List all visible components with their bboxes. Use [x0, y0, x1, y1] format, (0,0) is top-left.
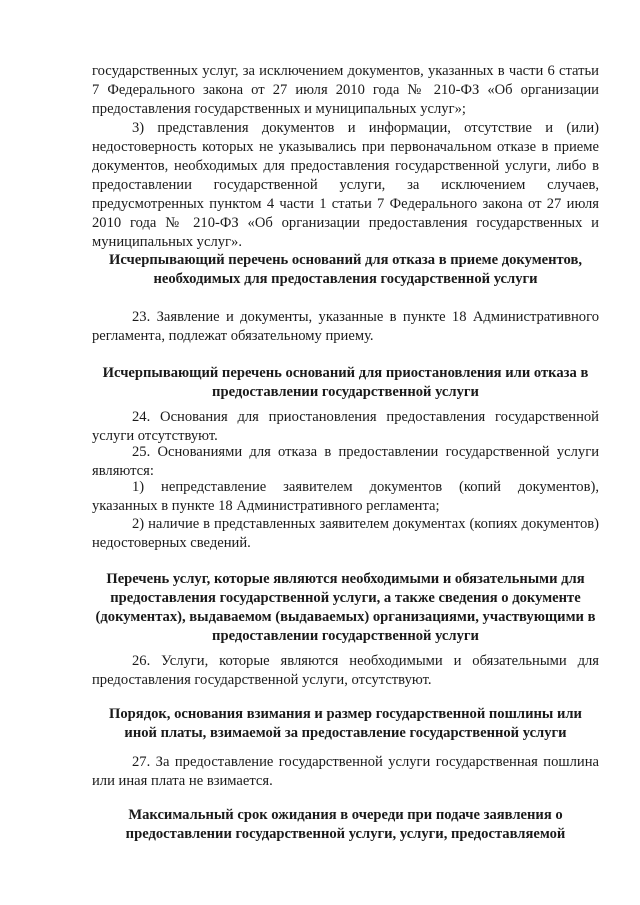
paragraph-text: государственных услуг, за исключением документов, указанных в части 6 статьи 7 Федерального закона от 27 июля 2010 года № 210-ФЗ «Об организации предоставления государственных и муниципальных услуг»;	[92, 63, 599, 117]
section-heading-required-services: Перечень услуг, которые являются необходимыми и обязательными для предоставления государственной услуги, а также сведения о документе (документах), выдаваемом (выдаваемых) организациями, участвующими в предоставлении государственной услуги	[95, 571, 596, 644]
section-heading-fees: Порядок, основания взимания и размер государственной пошлины или иной платы, взимаемой за предоставление государственной услуги	[109, 706, 582, 741]
section-heading-queue-time: Максимальный срок ожидания в очереди при подаче заявления о предоставлении государственной услуги, услуги, предоставляемой	[125, 807, 566, 842]
paragraph-27: 27. За предоставление государственной услуги государственная пошлина или иная плата не взимается.	[92, 754, 599, 789]
paragraph-25-item-2: 2) наличие в представленных заявителем документах (копиях документов) недостоверных сведений.	[92, 516, 599, 551]
paragraph-25: 25. Основаниями для отказа в предоставлении государственной услуги являются:	[92, 444, 599, 479]
section-heading-suspension-refusal: Исчерпывающий перечень оснований для приостановления или отказа в предоставлении государственной услуги	[102, 365, 589, 400]
paragraph-23: 23. Заявление и документы, указанные в пункте 18 Административного регламента, подлежат обязательному приему.	[92, 309, 599, 344]
paragraph-text: 3) представления документов и информации, отсутствие и (или) недостоверность которых не указывались при первоначальном отказе в приеме документов, необходимых для предоставления государственной услуги, либо в предоставлении государственной услуги, за исключением случаев, предусмотренных пунктом 4 части 1 статьи 7 Федерального закона от 27 июля 2010 года № 210-ФЗ «Об организации предоставления государственных и муниципальных услуг».	[92, 120, 599, 250]
paragraph-item-3	[92, 119, 599, 252]
paragraph-25-item-1: 1) непредставление заявителем документов (копий документов), указанных в пункте 18 Административного регламента;	[92, 479, 599, 514]
paragraph-26: 26. Услуги, которые являются необходимыми и обязательными для предоставления государственной услуги, отсутствуют.	[92, 653, 599, 688]
section-heading-refusal-reception: Исчерпывающий перечень оснований для отказа в приеме документов, необходимых для предоставления государственной услуги	[109, 252, 582, 287]
paragraph-continuation	[92, 62, 599, 119]
paragraph-24: 24. Основания для приостановления предоставления государственной услуги отсутствуют.	[92, 409, 599, 444]
